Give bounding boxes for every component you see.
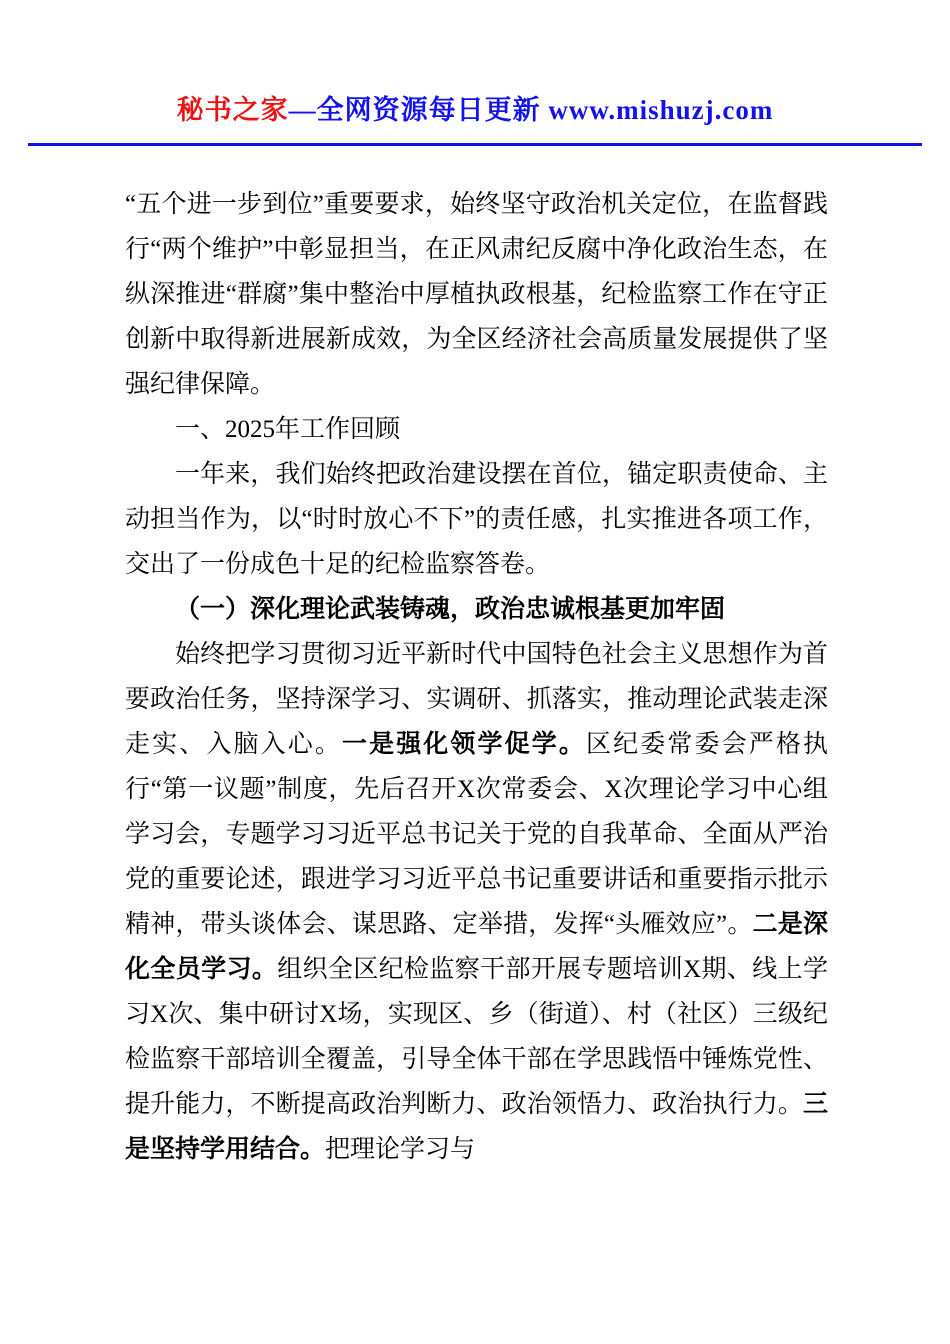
document-body [0, 146, 950, 1172]
emphasis-run: 三是坚持学用结合。 [125, 1091, 828, 1163]
body-paragraph-continued [125, 182, 828, 407]
text-run: 一、2025年工作回顾 [175, 416, 401, 443]
site-tagline: —全网资源每日更新 [288, 95, 549, 125]
page-header [0, 0, 950, 127]
emphasis-run: 二是深化全员学习。 [125, 911, 828, 983]
emphasis-run: （一）深化理论武装铸魂，政治忠诚根基更加牢固 [175, 596, 726, 623]
text-run: 组织全区纪检监察干部开展专题培训X期、线上学习X次、集中研讨X场，实现区、乡（街道）、村（社区）三级纪检监察干部培训全覆盖，引导全体干部在学思践悟中锤炼党性、提升能力，不断提高政治判断力、政治领悟力、政治执行力。 [125, 956, 828, 1118]
site-brand: 秘书之家 [176, 95, 289, 125]
text-run: 始终把学习贯彻习近平新时代中国特色社会主义思想作为首要政治任务，坚持深学习、实调研、抓落实，推动理论武装走深走实、入脑入心。 [125, 641, 828, 758]
subsection-heading-1 [125, 587, 828, 632]
body-paragraph [125, 632, 828, 1172]
section-heading-1 [125, 407, 828, 452]
text-run: 区纪委常委会严格执行“第一议题”制度，先后召开X次常委会、X次理论学习中心组学习会，专题学习习近平总书记关于党的自我革命、全面从严治党的重要论述，跟进学习习近平总书记重要讲话和重要指示批示精神，带头谈体会、谋思路、定举措，发挥“头雁效应”。 [125, 731, 828, 938]
text-run: “五个进一步到位”重要要求，始终坚守政治机关定位，在监督践行“两个维护”中彰显担当，在正风肃纪反腐中净化政治生态，在纵深推进“群腐”集中整治中厚植执政根基，纪检监察工作在守正创新中取得新进展新成效，为全区经济社会高质量发展提供了坚强纪律保障。 [125, 191, 828, 398]
body-paragraph [125, 452, 828, 587]
site-url: www.mishuzj.com [548, 95, 774, 125]
emphasis-run: 一是强化领学促学。 [341, 731, 587, 758]
text-run: 把理论学习与 [325, 1136, 476, 1163]
text-run: 一年来，我们始终把政治建设摆在首位，锚定职责使命、主动担当作为，以“时时放心不下”的责任感，扎实推进各项工作，交出了一份成色十足的纪检监察答卷。 [125, 461, 828, 578]
